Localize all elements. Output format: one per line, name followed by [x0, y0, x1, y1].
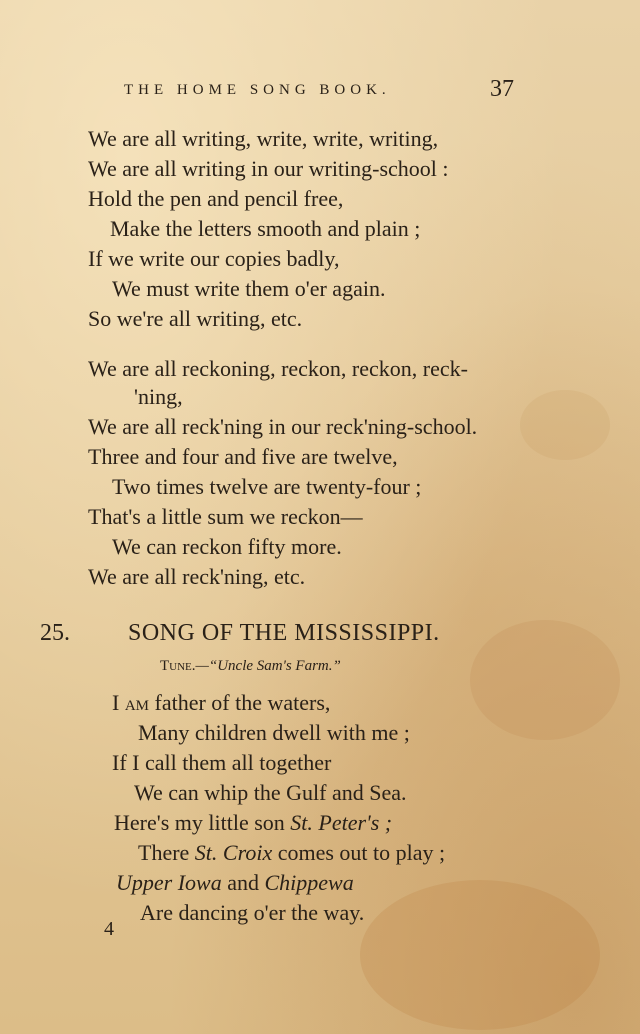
verse-italic: St. Peter's ;: [290, 810, 393, 835]
verse-line: That's a little sum we reckon—: [88, 504, 363, 529]
verse-line: [116, 870, 354, 896]
verse-line: 'ning,: [134, 384, 183, 409]
verse-small-caps: am: [124, 690, 149, 715]
verse-line: Hold the pen and pencil free,: [88, 186, 344, 211]
running-title: THE HOME SONG BOOK.: [124, 82, 391, 98]
verse-text: I: [112, 690, 120, 715]
verse-line: Two times twelve are twenty-four ;: [112, 474, 422, 499]
song-title: SONG OF THE MISSISSIPPI.: [128, 620, 440, 646]
verse-line: [114, 810, 392, 836]
song-number: 25.: [40, 620, 70, 646]
verse-italic: Chippewa: [264, 870, 354, 895]
verse-text: There: [138, 840, 195, 865]
tune-label: Tune.: [160, 658, 196, 674]
verse-line: Many children dwell with me ;: [138, 720, 410, 745]
verse-text: Here's my little son: [114, 810, 291, 835]
page-header: [0, 76, 640, 108]
verse-line: Are dancing o'er the way.: [140, 900, 365, 925]
signature-mark: 4: [104, 918, 114, 940]
verse-line: We are all reck'ning in our reck'ning-school.: [88, 414, 478, 439]
verse-line: Three and four and five are twelve,: [88, 444, 398, 469]
verse-line: If I call them all together: [112, 750, 332, 775]
verse-line: We must write them o'er again.: [112, 276, 386, 301]
verse-line: We are all reckoning, reckon, reckon, reck-: [88, 356, 468, 381]
verse-line: We are all writing in our writing-school :: [88, 156, 449, 181]
paper-stain: [520, 390, 610, 460]
verse-text: and: [221, 870, 265, 895]
verse-line: [112, 690, 330, 716]
paper-stain: [470, 620, 620, 740]
paper-stain: [360, 880, 600, 1030]
verse-line: We are all reck'ning, etc.: [88, 564, 306, 589]
verse-line: If we write our copies badly,: [88, 246, 340, 271]
verse-italic: St. Croix: [194, 840, 273, 865]
tune-name: —“Uncle Sam's Farm.”: [195, 658, 341, 674]
verse-text: father of the waters,: [149, 690, 331, 715]
tune-line: [160, 658, 341, 675]
page-number: 37: [490, 76, 514, 102]
verse-line: We can whip the Gulf and Sea.: [134, 780, 407, 805]
verse-line: [138, 840, 445, 866]
verse-line: So we're all writing, etc.: [88, 306, 303, 331]
verse-italic: Upper Iowa: [116, 870, 222, 895]
verse-line: We are all writing, write, write, writing,: [88, 126, 439, 151]
verse-line: We can reckon fifty more.: [112, 534, 342, 559]
verse-text: comes out to play ;: [272, 840, 446, 865]
verse-line: Make the letters smooth and plain ;: [110, 216, 421, 241]
